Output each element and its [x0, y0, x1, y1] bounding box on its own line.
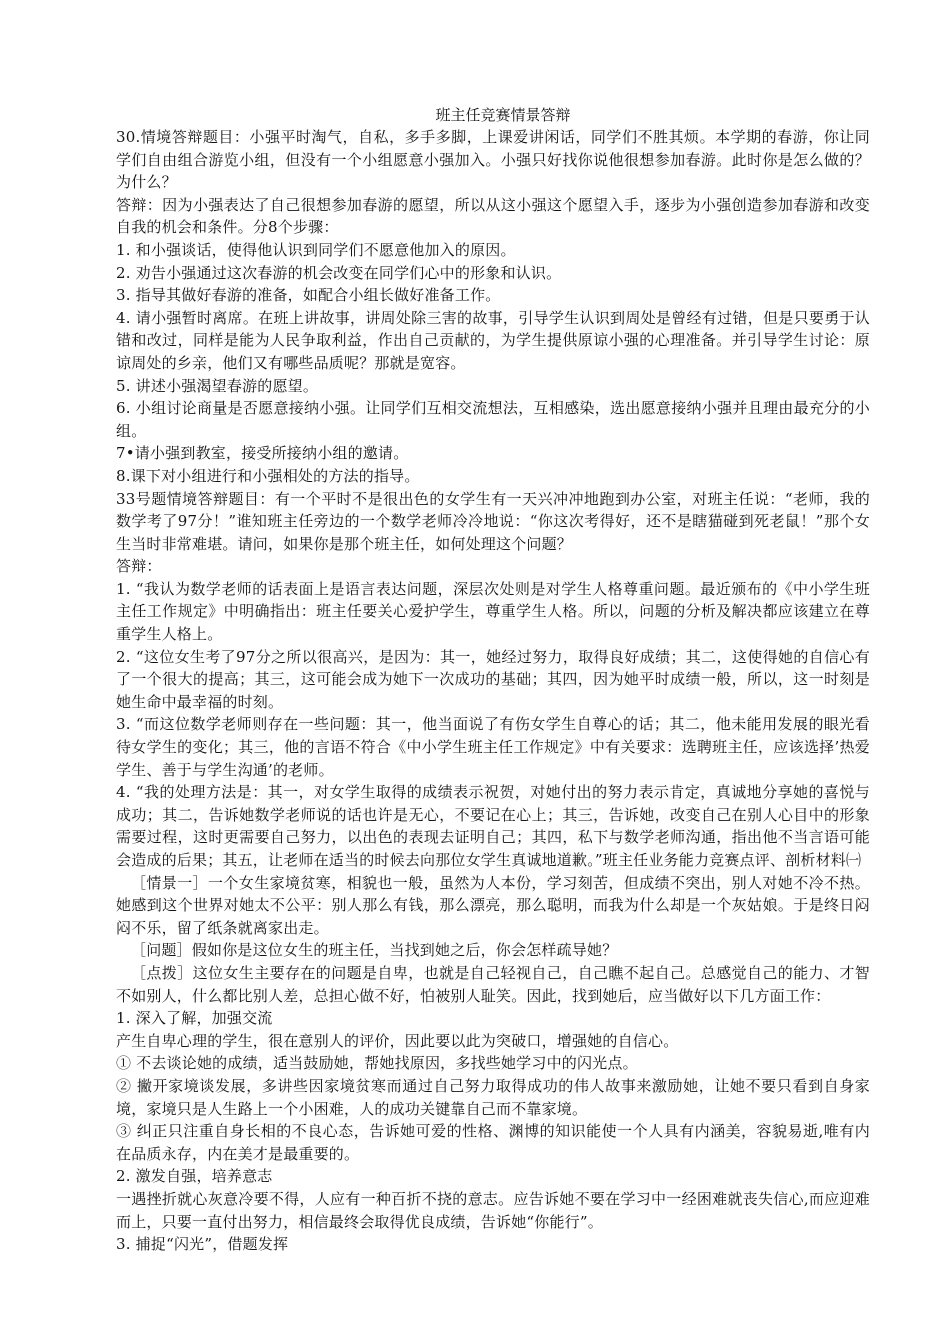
paragraph: 3. “而这位数学老师则存在一些问题：其一，他当面说了有伤女学生自尊心的话；其二，他未能用发展的眼光看待女学生的变化；其三，他的言语不符合《中小学生班主任工作规定》中有关要求：选聘班主任，应该选择’热爱学生、善于与学生沟通’的老师。 [116, 715, 870, 779]
paragraph: ② 撇开家境谈发展，多讲些因家境贫寒而通过自己努力取得成功的伟人故事来激励她，让她不要只看到自身家境，家境只是人生路上一个小困难，人的成功关键靠自己而不靠家境。 [116, 1076, 870, 1118]
paragraph: 30.情境答辩题目：小强平时淘气，自私，多手多脚，上课爱讲闲话，同学们不胜其烦。本学期的春游，你让同学们自由组合游览小组，但没有一个小组愿意小强加入。小强只好找你说他很想参加春游。此时你是怎么做的？为什么？ [116, 128, 870, 192]
paragraph: 1. 深入了解，加强交流 [116, 1009, 273, 1028]
paragraph: 2. “这位女生考了97分之所以很高兴，是因为：其一，她经过努力，取得良好成绩；其二，这使得她的自信心有了一个很大的提高；其三，这可能会成为她下一次成功的基础；其四，因为她平时成绩一般，所以，这一时刻是她生命中最幸福的时刻。 [116, 647, 870, 711]
paragraph: 33号题情境答辩题目：有一个平时不是很出色的女学生有一天兴冲冲地跑到办公室，对班主任说：“老师，我的数学考了97分！”谁知班主任旁边的一个数学老师冷冷地说：“你这次考得好，还不是瞎猫碰到死老鼠！”那个女生当时非常难堪。请问，如果你是那个班主任，如何处理这个问题？ [116, 489, 870, 553]
paragraph: 7•请小强到教室，接受所接纳小组的邀请。 [116, 444, 409, 463]
paragraph: 3. 捕捉“闪光”，借题发挥 [116, 1235, 289, 1254]
paragraph: ［情景一］一个女生家境贫寒，相貌也一般，虽然为人本份，学习刻苦，但成绩不突出，别人对她不冷不热。她感到这个世界对她太不公平：别人那么有钱，那么漂亮，那么聪明，而我为什么却是一个灰姑娘。于是终日闷闷不乐，留了纸条就离家出走。 [116, 873, 870, 937]
paragraph: 2. 激发自强，培养意志 [116, 1167, 273, 1186]
paragraph: 4. “我的处理方法是：其一，对女学生取得的成绩表示祝贺，对她付出的努力表示肯定，真诚地分享她的喜悦与成功；其二，告诉她数学老师说的话也许是无心，不要记在心上；其三，告诉她，改变自己在别人心目中的形象需要过程，这时更需要自己努力，以出色的表现去证明自己；其四，私下与数学老师沟通，指出他不当言语可能会造成的后果；其五，让老师在适当的时候去向那位女学生真诚地道歉。”班主任业务能力竞赛点评、剖析材料㈠ [116, 783, 870, 869]
paragraph: 产生自卑心理的学生，很在意别人的评价，因此要以此为突破口，增强她的自信心。 [116, 1031, 679, 1050]
paragraph: 6. 小组讨论商量是否愿意接纳小强。让同学们互相交流想法，互相感染，选出愿意接纳小强并且理由最充分的小组。 [116, 399, 870, 440]
paragraph: 答辩： [116, 557, 162, 576]
paragraph: 8.课下对小组进行和小强相处的方法的指导。 [116, 466, 420, 485]
paragraph: ［点拨］这位女生主要存在的问题是自卑，也就是自己轻视自己，自己瞧不起自己。总感觉自己的能力、才智不如别人，什么都比别人差，总担心做不好，怕被别人耻笑。因此，找到她后，应当做好以下几方面工作： [116, 963, 870, 1005]
paragraph: 4. 请小强暂时离席。在班上讲故事，讲周处除三害的故事，引导学生认识到周处是曾经有过错，但是只要勇于认错和改过，同样是能为人民争取利益，作出自己贡献的，为学生提供原谅小强的心理准备。并引导学生讨论：原谅周处的乡亲，他们又有哪些品质呢？那就是宽容。 [116, 308, 870, 372]
paragraph: 答辩：因为小强表达了自己很想参加春游的愿望，所以从这小强这个愿望入手，逐步为小强创造参加春游和改变自我的机会和条件。分8个步骤： [116, 195, 870, 237]
paragraph: ③ 纠正只注重自身长相的不良心态，告诉她可爱的性格、渊博的知识能使一个人具有内涵美，容貌易逝,唯有内在品质永存，内在美才是最重要的。 [116, 1122, 870, 1163]
paragraph: ① 不去谈论她的成绩，适当鼓励她，帮她找原因，多找些她学习中的闪光点。 [116, 1054, 638, 1073]
paragraph: 5. 讲述小强渴望春游的愿望。 [116, 376, 319, 395]
paragraph: 1. “我认为数学老师的话表面上是语言表达问题，深层次处则是对学生人格尊重问题。最近颁布的《中小学生班主任工作规定》中明确指出：班主任要关心爱护学生，尊重学生人格。所以，问题的分析及解决都应该建立在尊重学生人格上。 [116, 579, 870, 644]
document-title: 班主任竞赛情景答辩 [435, 106, 571, 124]
document-body [116, 126, 870, 1256]
paragraph: 2. 劝告小强通过这次春游的机会改变在同学们心中的形象和认识。 [116, 263, 562, 282]
paragraph: 一遇挫折就心灰意冷要不得，人应有一种百折不挠的意志。应告诉她不要在学习中一经困难就丧失信心,而应迎难而上，只要一直付出努力，相信最终会取得优良成绩，告诉她“你能行”。 [116, 1189, 870, 1231]
paragraph: 3. 指导其做好春游的准备，如配合小组长做好准备工作。 [116, 286, 501, 305]
paragraph: ［问题］假如你是这位女生的班主任，当找到她之后，你会怎样疏导她？ [131, 941, 618, 960]
paragraph: 1. 和小强谈话，使得他认识到同学们不愿意他加入的原因。 [116, 240, 516, 259]
